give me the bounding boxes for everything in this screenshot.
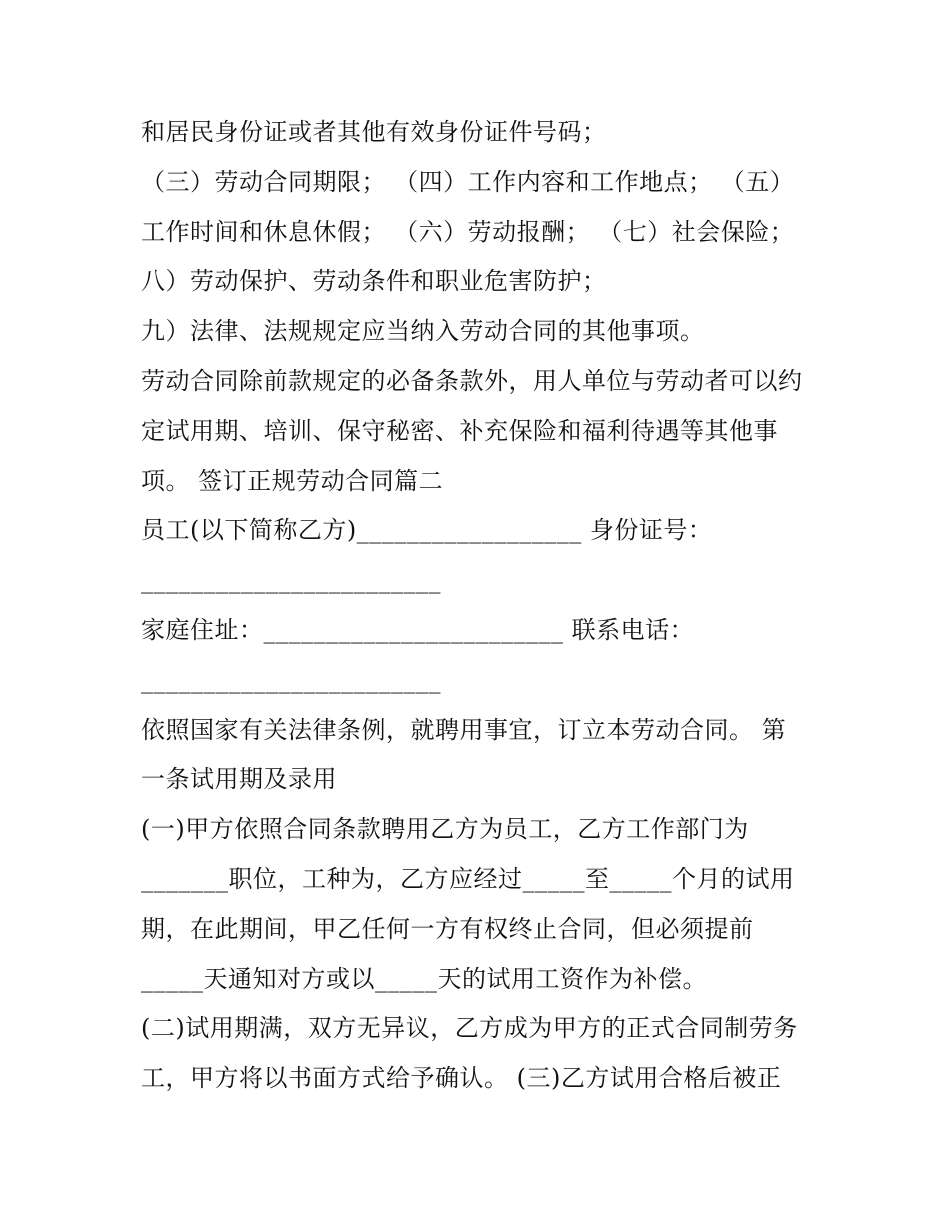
text-line: _______职位，工种为，乙方应经过_____至_____个月的试用 <box>141 864 795 893</box>
text-line: 员工(以下简称乙方)__________________ 身份证号： <box>141 516 713 545</box>
contract-body-text <box>141 108 831 1104</box>
text-line: _____天通知对方或以_____天的试用工资作为补偿。 <box>141 964 707 993</box>
text-line: 依照国家有关法律条例，就聘用事宜，订立本劳动合同。 第 <box>141 715 787 744</box>
text-line: 期，在此期间，甲乙任何一方有权终止合同，但必须提前 <box>141 914 754 943</box>
text-line: 劳动合同除前款规定的必备条款外，用人单位与劳动者可以约 <box>141 366 803 395</box>
text-line: (二)试用期满，双方无异议，乙方成为甲方的正式合同制劳务 <box>141 1014 798 1043</box>
text-line: ________________________ <box>141 566 441 595</box>
text-line: 工作时间和休息休假； （六）劳动报酬； （七）社会保险； <box>141 217 795 246</box>
text-line: 和居民身份证或者其他有效身份证件号码； <box>141 118 607 146</box>
text-line: 八）劳动保护、劳动条件和职业危害防护； <box>141 267 607 296</box>
text-line: 定试用期、培训、保守秘密、补充保险和福利待遇等其他事 <box>141 416 778 445</box>
text-line: 项。 签订正规劳动合同篇二 <box>141 466 444 495</box>
text-line: 家庭住址：________________________ 联系电话： <box>141 615 695 644</box>
text-line: 工，甲方将以书面方式给予确认。 (三)乙方试用合格后被正 <box>141 1064 782 1093</box>
text-line: ________________________ <box>141 665 441 694</box>
text-line: (一)甲方依照合同条款聘用乙方为员工，乙方工作部门为 <box>141 815 749 844</box>
text-line: 一条试用期及录用 <box>141 765 337 794</box>
text-line: （三）劳动合同期限； （四）工作内容和工作地点； （五） <box>141 167 795 196</box>
text-line: 九）法律、法规规定应当纳入劳动合同的其他事项。 <box>141 317 705 346</box>
